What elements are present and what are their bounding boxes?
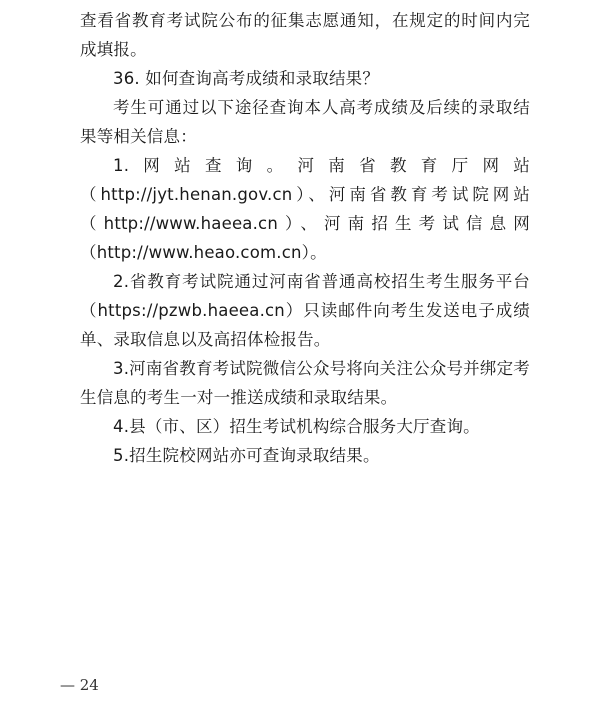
document-body [80,6,530,470]
answer-item-1: 1.网站查询。河南省教育厅网站（http://jyt.henan.gov.cn）、河南省教育考试院网站（http://www.haeea.cn）、河南招生考试信息网（http://www.heao.com.cn）。 [80,156,530,262]
answer-intro: 考生可通过以下途径查询本人高考成绩及后续的录取结果等相关信息： [80,98,530,146]
answer-item-4: 4.县（市、区）招生考试机构综合服务大厅查询。 [113,417,480,436]
answer-item-2: 2.省教育考试院通过河南省普通高校招生考生服务平台（https://pzwb.haeea.cn）只读邮件向考生发送电子成绩单、录取信息以及高招体检报告。 [80,272,530,349]
paragraph-continuation: 查看省教育考试院公布的征集志愿通知，在规定的时间内完成填报。 [80,11,530,59]
question-heading: 36. 如何查询高考成绩和录取结果？ [113,69,380,88]
page-number: — 24 [60,676,99,694]
answer-item-3: 3.河南省教育考试院微信公众号将向关注公众号并绑定考生信息的考生一对一推送成绩和录取结果。 [80,359,530,407]
answer-item-5: 5.招生院校网站亦可查询录取结果。 [113,446,380,465]
